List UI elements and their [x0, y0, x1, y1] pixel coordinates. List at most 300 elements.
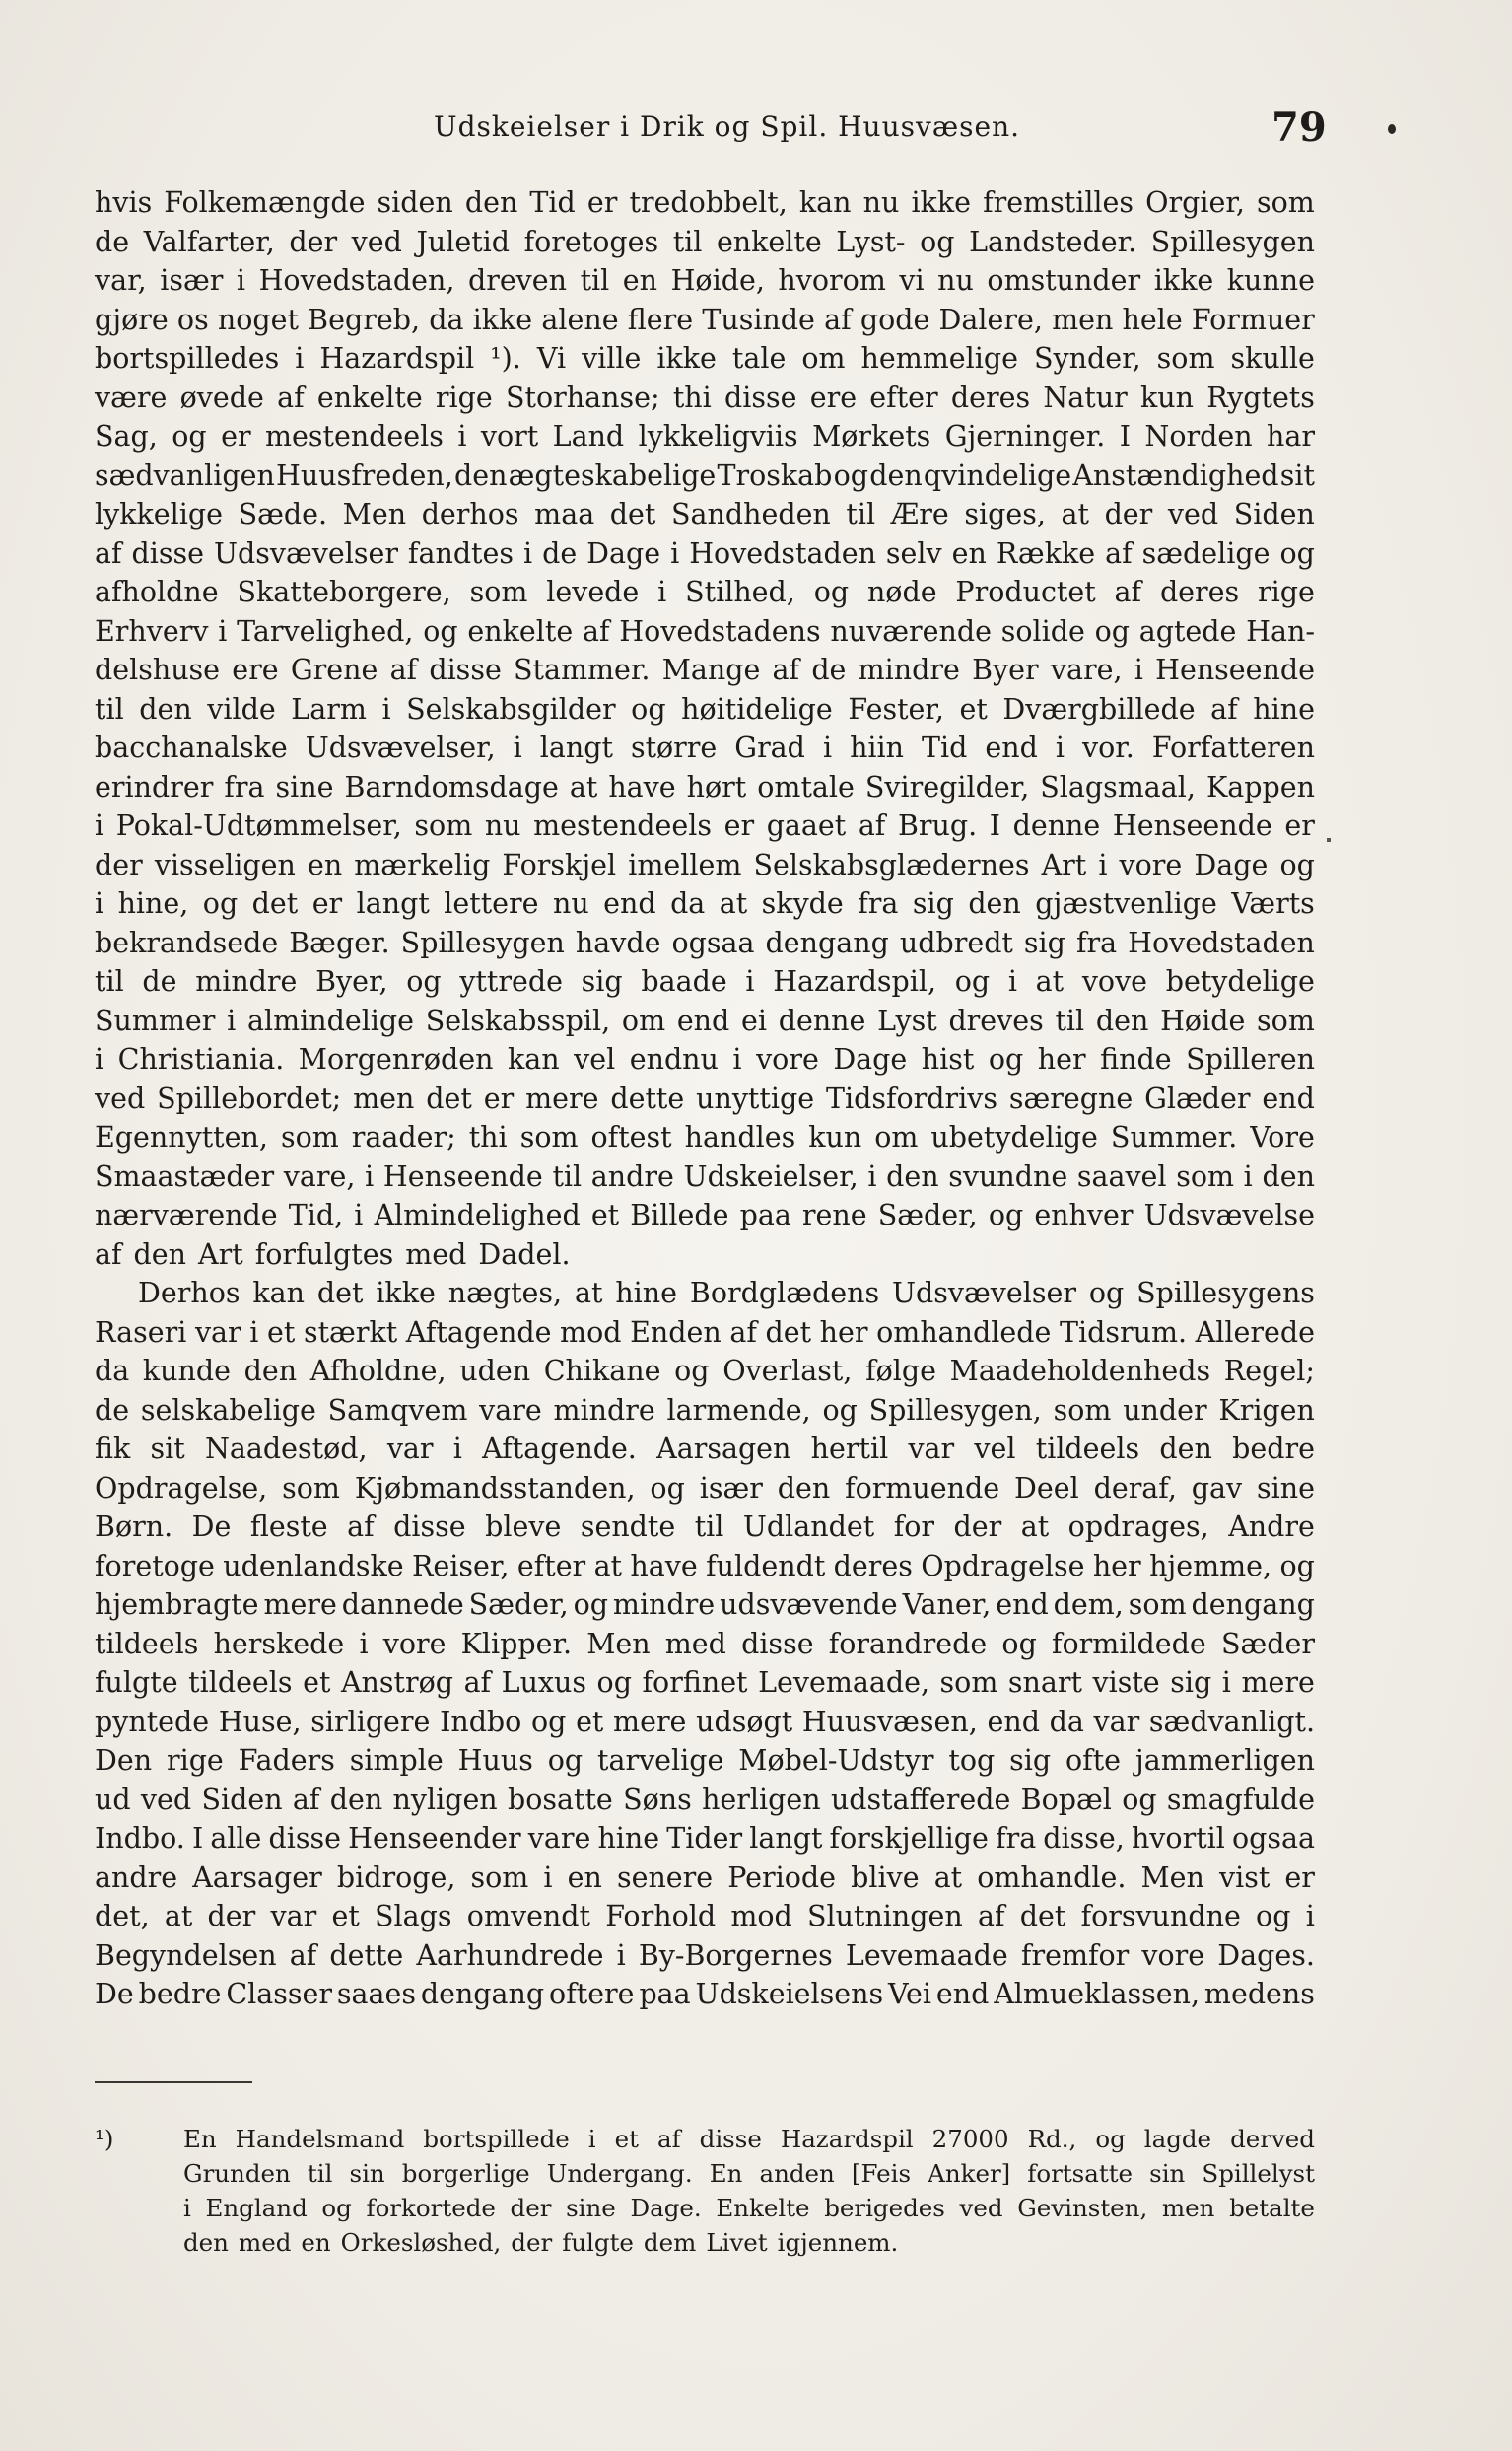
word: er: [483, 1082, 515, 1115]
word: i: [227, 1004, 237, 1037]
word: af: [1114, 576, 1142, 608]
word: der: [289, 225, 338, 258]
word: Regel;: [1223, 1355, 1315, 1387]
word: der: [207, 1900, 256, 1932]
word: Krigen: [1218, 1393, 1315, 1427]
word: Art: [198, 1237, 243, 1271]
word: Høide,: [670, 264, 765, 297]
word: rene: [801, 1199, 867, 1231]
word: og: [988, 1199, 1024, 1231]
word: i: [295, 342, 305, 375]
word: tildeels: [1035, 1433, 1140, 1465]
word: hine,: [117, 887, 189, 920]
word: nyligen: [392, 1783, 498, 1816]
word: her: [1037, 1043, 1086, 1076]
text-line: [95, 1469, 1315, 1508]
word: Fester,: [848, 692, 944, 726]
word: I: [989, 809, 1001, 842]
word: Værts: [1231, 887, 1315, 920]
text-line: [95, 924, 1315, 963]
word: det: [765, 1315, 812, 1349]
word: Henseende: [1112, 809, 1272, 842]
word: Spillelyst: [1202, 2159, 1315, 2188]
ink-spot: [1388, 124, 1396, 134]
word: Udlandet: [742, 1510, 875, 1543]
word: var,: [95, 264, 147, 297]
word: sig: [581, 965, 623, 998]
text-line: [95, 1196, 1315, 1235]
text-line: [95, 301, 1315, 340]
word: det: [426, 1082, 472, 1115]
word: nøde: [866, 576, 937, 608]
word: Siden: [1233, 498, 1315, 530]
word: mindre: [553, 1393, 655, 1427]
word: Selskabsspil,: [425, 1004, 611, 1037]
word: mere: [1241, 1666, 1315, 1699]
text-line: [95, 417, 1315, 456]
word: den: [869, 458, 923, 492]
word: mod: [560, 1315, 622, 1349]
word: Høide: [1160, 1004, 1246, 1037]
word: er: [221, 420, 251, 453]
word: Gjerninger.: [944, 420, 1106, 453]
text-line: [95, 846, 1315, 885]
word: i: [1221, 1666, 1231, 1699]
word: anden: [759, 2159, 835, 2188]
word: og: [813, 576, 850, 608]
word: svundne: [948, 1159, 1068, 1193]
word: ofte: [1065, 1744, 1122, 1777]
word: sin: [1149, 2159, 1186, 2188]
word: Dages.: [1217, 1938, 1315, 1972]
word: rige: [1258, 576, 1315, 608]
word: kunne: [1226, 264, 1315, 297]
word: Tider: [666, 1822, 743, 1855]
word: fremfor: [1020, 1938, 1130, 1972]
word: yttrede: [459, 965, 563, 998]
word: af: [582, 614, 610, 648]
word: ogsaa: [1231, 1822, 1315, 1855]
word: forsvundne: [1080, 1900, 1241, 1932]
word: især: [699, 1471, 763, 1505]
word: Grad: [734, 732, 805, 764]
word: Stilhed,: [685, 576, 795, 608]
word: en: [307, 848, 343, 881]
word: Begyndelsen: [95, 1938, 277, 1972]
word: ere: [809, 381, 858, 414]
word: var: [908, 1433, 955, 1465]
word: deres: [950, 381, 1031, 414]
word: mere: [263, 1588, 337, 1621]
word: den: [453, 458, 508, 492]
word: stærkt: [303, 1315, 398, 1349]
word: Sviregilder,: [864, 770, 1030, 804]
word: bekrandsede: [95, 926, 279, 959]
word: vare: [479, 1393, 542, 1427]
word: at: [569, 770, 598, 804]
word: i: [822, 732, 833, 764]
word: Dage.: [630, 2194, 702, 2222]
word: det: [251, 887, 299, 920]
word: hvis: [95, 186, 153, 219]
word: har: [1267, 420, 1315, 453]
word: af: [95, 1237, 122, 1271]
word: uden: [459, 1355, 531, 1387]
word: sendte: [580, 1510, 676, 1543]
word: dannede: [341, 1588, 464, 1621]
word: almindelige: [246, 1004, 415, 1037]
word: særegne: [1008, 1082, 1134, 1115]
word: paa: [639, 1978, 691, 2010]
text-line: [95, 1585, 1315, 1625]
word: hemmelige: [860, 342, 1019, 375]
word: andre: [95, 1860, 178, 1894]
word: siges,: [964, 498, 1046, 530]
word: og: [822, 1393, 858, 1427]
word: et: [590, 1199, 620, 1231]
word: denne: [778, 1004, 866, 1037]
word: men: [1052, 303, 1114, 336]
word: i: [1134, 654, 1143, 686]
word: Bordglædens: [689, 1277, 880, 1309]
text-line: [95, 1703, 1315, 1742]
footnote-marker: ¹): [95, 2125, 114, 2153]
word: herskede: [213, 1627, 345, 1660]
text-line: [95, 1897, 1315, 1936]
word: og: [406, 965, 442, 998]
word: de: [542, 536, 578, 570]
word: disse,: [1043, 1822, 1125, 1855]
text-line: [95, 1741, 1315, 1781]
word: Forskjel: [502, 848, 617, 881]
word: kan: [507, 1043, 560, 1076]
word: Kjøbmandsstanden,: [354, 1471, 636, 1505]
word: den: [777, 1471, 831, 1505]
word: simple: [349, 1744, 444, 1777]
footnote-line: [95, 2122, 1315, 2156]
word: Aarhundrede: [416, 1938, 604, 1972]
word: det,: [95, 1900, 150, 1932]
word: udstafferede: [830, 1783, 1011, 1816]
word: i: [381, 692, 391, 726]
word: selskabelige: [140, 1393, 316, 1427]
word: Lyst: [877, 1004, 937, 1037]
word: Udsvævelse: [1143, 1199, 1315, 1231]
word: Vi: [536, 342, 567, 375]
word: er: [723, 809, 755, 842]
word: dengang: [1191, 1588, 1315, 1621]
word: mere: [525, 1082, 599, 1115]
word: tog: [948, 1744, 996, 1777]
word: andre: [590, 1159, 674, 1193]
word: det: [609, 498, 656, 530]
word: Dalere,: [938, 303, 1043, 336]
word: om: [801, 342, 846, 375]
word: mindre: [612, 1588, 716, 1621]
word: raader;: [351, 1121, 456, 1154]
word: ogsaa: [671, 926, 755, 959]
word: i: [867, 1159, 877, 1193]
word: den: [886, 1159, 939, 1193]
word: da: [95, 1355, 130, 1387]
word: paa: [739, 1199, 791, 1231]
text-line: [95, 651, 1315, 690]
word: af: [347, 1510, 375, 1543]
word: i: [359, 1627, 369, 1660]
word: lettere: [444, 887, 539, 920]
word: Anker]: [928, 2159, 1011, 2188]
word: dette: [329, 1938, 404, 1972]
word: viste: [1092, 1666, 1160, 1699]
word: Natur: [1043, 381, 1128, 414]
text-line: [95, 573, 1315, 612]
word: kun: [1139, 381, 1194, 414]
word: Sæde.: [238, 498, 328, 530]
word: hørt: [686, 770, 747, 804]
word: deres: [833, 1549, 913, 1582]
word: Hovedstaden: [1128, 926, 1315, 959]
word: mere: [613, 1705, 687, 1738]
word: om: [874, 1121, 919, 1154]
word: vist: [1219, 1860, 1271, 1894]
word: Smaastæder: [95, 1159, 275, 1193]
word: et: [614, 2125, 639, 2153]
word: hine: [615, 1277, 678, 1309]
word: gaaet: [766, 809, 847, 842]
text-line: [95, 884, 1315, 924]
word: sædvanligt.: [1148, 1705, 1315, 1738]
word: snart: [1007, 1666, 1082, 1699]
word: enhver: [1034, 1199, 1134, 1231]
word: sit: [1279, 458, 1315, 492]
word: Spillesygen: [400, 926, 565, 959]
word: Billede: [630, 1199, 729, 1231]
footnote-line: [95, 2191, 1315, 2225]
word: mestendeels: [265, 420, 444, 453]
word: end: [603, 887, 656, 920]
word: Summer: [95, 1004, 216, 1037]
text-line: [95, 1118, 1315, 1157]
word: følge: [865, 1355, 936, 1387]
word: i: [452, 1433, 462, 1465]
text-line: [95, 1663, 1315, 1703]
word: forandrede: [828, 1627, 988, 1660]
word: berigedes: [824, 2194, 945, 2222]
word: Formuer: [1191, 303, 1315, 336]
word: fleste: [249, 1510, 328, 1543]
word: Huus: [457, 1744, 533, 1777]
word: vor.: [1081, 732, 1134, 764]
word: Summer.: [1110, 1121, 1238, 1154]
word: den: [1159, 1433, 1212, 1465]
word: Christiania.: [117, 1043, 285, 1076]
word: finde: [1100, 1043, 1172, 1076]
text-line: [95, 768, 1315, 807]
word: Udsvævelser: [892, 1277, 1076, 1309]
word: Erhverv: [95, 614, 209, 648]
word: Slagsmaal,: [1040, 770, 1196, 804]
word: end: [987, 1705, 1040, 1738]
word: De: [191, 1510, 232, 1543]
word: fra: [996, 1822, 1037, 1855]
word: saavel: [1076, 1159, 1167, 1193]
word: og: [1095, 2125, 1126, 2153]
word: nu: [484, 809, 521, 842]
word: hine: [1253, 692, 1315, 726]
word: Hovedstadens: [619, 614, 821, 648]
word: og: [1122, 1783, 1157, 1816]
word: dreves: [948, 1004, 1044, 1037]
word: Forfatteren: [1151, 732, 1315, 764]
footnote-rule: [95, 2081, 252, 2083]
word: mod: [730, 1900, 792, 1932]
word: kun: [808, 1121, 862, 1154]
word: visseligen: [154, 848, 296, 881]
word: Luxus: [501, 1666, 586, 1699]
word: Afholdne,: [309, 1355, 447, 1387]
word: Skatteborgere,: [237, 576, 451, 608]
word: formuende: [845, 1471, 1000, 1505]
text-line: [95, 1040, 1315, 1080]
word: nuværende: [830, 614, 992, 648]
word: den: [133, 1237, 187, 1271]
word: ud: [95, 1783, 131, 1816]
word: Bæger.: [289, 926, 390, 959]
word: baade: [641, 965, 727, 998]
word: der: [1104, 498, 1153, 530]
word: som: [1257, 1004, 1315, 1037]
word: Slags: [375, 1900, 452, 1932]
word: Lyst-: [836, 225, 906, 258]
word: da: [1049, 1705, 1084, 1738]
word: af: [289, 1938, 317, 1972]
word: Indbo.: [95, 1822, 185, 1855]
word: og: [1001, 1627, 1037, 1660]
word: Udskeielsens: [695, 1978, 884, 2010]
text-line: [95, 495, 1315, 534]
word: dem: [643, 2228, 697, 2257]
word: i: [1243, 1159, 1253, 1193]
word: og: [650, 1471, 685, 1505]
word: Faders: [238, 1744, 335, 1777]
word: Grunden: [183, 2159, 291, 2188]
word: Pokal-Udtømmelser,: [115, 809, 402, 842]
word: ikke: [376, 1277, 436, 1309]
word: af: [977, 1900, 1005, 1932]
word: Selskabsgilder: [406, 692, 616, 726]
word: fortsatte: [1027, 2159, 1134, 2188]
word: bacchanalske: [95, 732, 288, 764]
word: i: [183, 2194, 191, 2222]
word: flere: [627, 303, 694, 336]
word: ubetydelige: [930, 1121, 1098, 1154]
footnote-line: [95, 2225, 1315, 2260]
word: igjennem.: [777, 2228, 899, 2257]
word: i: [365, 1159, 375, 1193]
word: Undergang.: [546, 2159, 693, 2188]
word: og: [547, 1744, 584, 1777]
word: Opdragelse,: [95, 1471, 268, 1505]
word: i: [236, 264, 246, 297]
word: efter: [516, 1549, 586, 1582]
word: Livet: [706, 2228, 768, 2257]
word: I: [191, 1822, 204, 1855]
word: der: [953, 1510, 1002, 1543]
word: et: [959, 692, 988, 726]
word: tarvelige: [597, 1744, 724, 1777]
word: ikke: [1153, 264, 1214, 297]
word: disse: [723, 381, 797, 414]
word: i: [95, 887, 104, 920]
word: bedre: [138, 1978, 222, 2010]
text-line: [95, 1391, 1315, 1431]
word: som: [1257, 186, 1315, 219]
word: Levemaade: [845, 1938, 1008, 1972]
word: sig: [1009, 1744, 1052, 1777]
word: vore: [756, 1043, 819, 1076]
word: forkortede: [366, 2194, 496, 2222]
word: vilde: [207, 692, 276, 726]
word: hele: [1122, 303, 1183, 336]
word: Klipper.: [460, 1627, 573, 1660]
word: Spillebordet;: [157, 1082, 342, 1115]
word: fulgte: [95, 1666, 178, 1699]
word: disse: [268, 1822, 341, 1855]
word: gjøre: [95, 303, 169, 336]
word: medens: [1203, 1978, 1315, 2010]
word: vore: [382, 1627, 447, 1660]
text-line: [95, 339, 1315, 379]
word: Rygtets: [1206, 381, 1315, 414]
word: Productet: [955, 576, 1096, 608]
text-line: [95, 1313, 1315, 1353]
word: den: [329, 1783, 383, 1816]
word: af: [858, 809, 886, 842]
word: der: [511, 2228, 553, 2257]
word: er: [586, 186, 618, 219]
text-line: [95, 1430, 1315, 1469]
word: som: [1176, 1159, 1235, 1193]
word: 27000: [931, 2125, 1009, 2153]
word: vove: [1081, 965, 1148, 998]
word: var: [194, 1315, 241, 1349]
word: var: [386, 1433, 434, 1465]
word: som: [469, 576, 528, 608]
word: for: [893, 1510, 935, 1543]
word: ville: [582, 342, 642, 375]
word: omtale: [757, 770, 855, 804]
word: tildeels: [188, 1666, 293, 1699]
word: udenlandske: [223, 1549, 404, 1582]
word: Opdragelse: [921, 1549, 1085, 1582]
word: og: [833, 458, 869, 492]
word: var: [270, 1900, 317, 1932]
word: i: [513, 732, 522, 764]
word: hertil: [810, 1433, 889, 1465]
word: nægtes,: [447, 1277, 563, 1309]
word: Udsvævelser,: [305, 732, 496, 764]
word: hine: [597, 1822, 660, 1855]
text-line: [95, 183, 1315, 223]
word: som: [280, 1121, 339, 1154]
word: som: [414, 809, 473, 842]
word: sine: [566, 2194, 616, 2222]
word: deraf,: [1093, 1471, 1177, 1505]
text-line: [95, 1975, 1315, 2014]
word: den: [1262, 1159, 1315, 1193]
word: af: [95, 536, 122, 570]
word: Grene: [290, 654, 378, 686]
